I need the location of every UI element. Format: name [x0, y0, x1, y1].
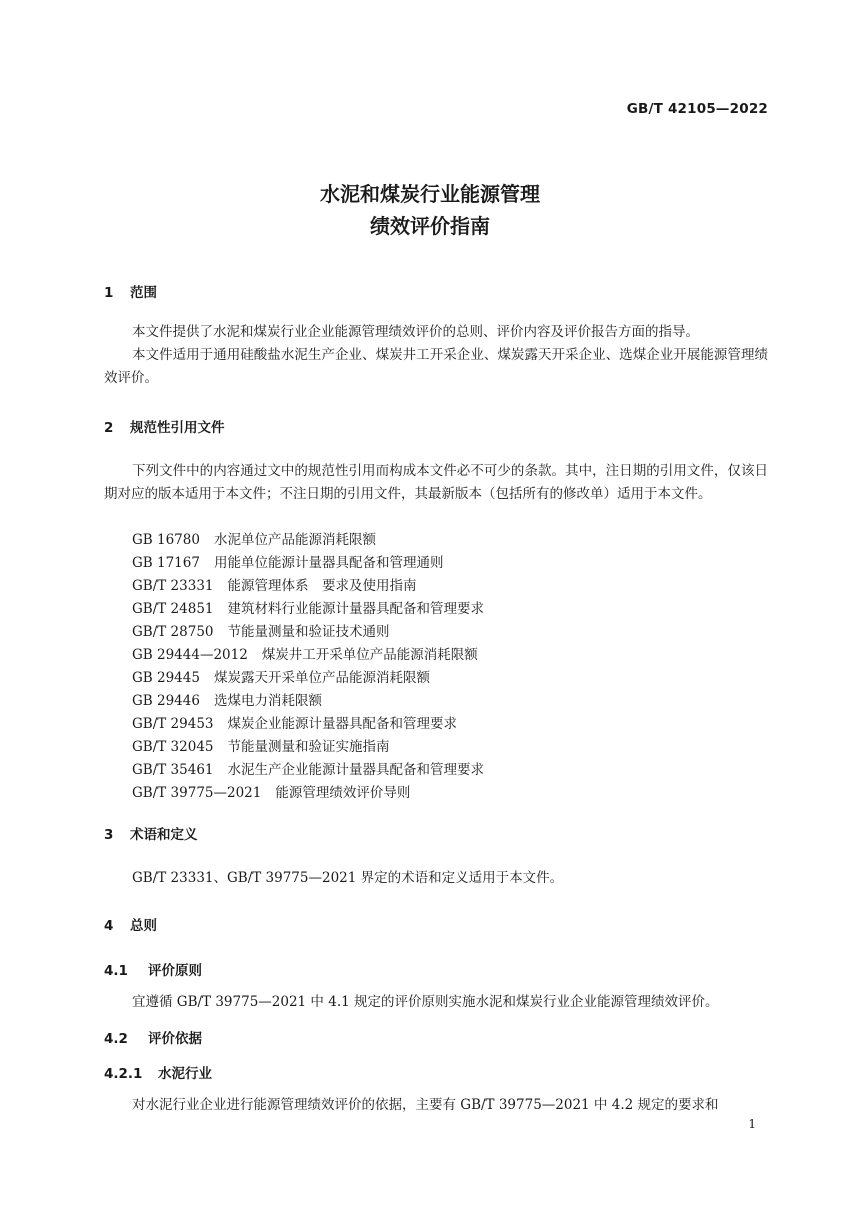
reference-item — [132, 666, 430, 686]
reference-item — [132, 735, 390, 755]
paragraph: 本文件适用于通用硅酸盐水泥生产企业、煤炭井工开采企业、煤炭露天开采企业、选煤企业开展能源管理绩效评价。 — [104, 347, 768, 386]
document-title-line1: 水泥和煤炭行业能源管理 — [320, 182, 540, 206]
section-number: 2 — [104, 420, 114, 436]
reference-name: 煤炭企业能源计量器具配备和管理要求 — [227, 716, 457, 732]
section-heading-3 — [104, 823, 198, 843]
reference-item — [132, 712, 457, 732]
section-title: 评价原则 — [148, 963, 202, 979]
document-title-line2: 绩效评价指南 — [370, 214, 490, 238]
reference-code: GB/T 24851 — [132, 601, 214, 617]
section-title: 术语和定义 — [130, 827, 198, 843]
paragraph: 本文件提供了水泥和煤炭行业企业能源管理绩效评价的总则、评价内容及评价报告方面的指导。 — [132, 324, 699, 340]
section-number: 4.2.1 — [104, 1066, 143, 1082]
reference-name: 煤炭井工开采单位产品能源消耗限额 — [261, 647, 478, 663]
reference-name: 节能量测量和验证实施指南 — [227, 739, 390, 755]
reference-code: GB 29445 — [132, 670, 200, 686]
reference-item — [132, 781, 410, 801]
reference-item — [132, 574, 417, 594]
reference-item — [132, 528, 376, 548]
reference-item — [132, 758, 484, 778]
reference-item — [132, 551, 443, 571]
reference-code: GB/T 29453 — [132, 716, 214, 732]
reference-code: GB 29446 — [132, 693, 200, 709]
reference-item — [132, 620, 390, 640]
reference-code: GB/T 35461 — [132, 762, 214, 778]
section-title: 总则 — [130, 918, 157, 934]
reference-name: 节能量测量和验证技术通则 — [227, 624, 390, 640]
paragraph: GB/T 23331、GB/T 39775—2021 界定的术语和定义适用于本文件。 — [132, 870, 564, 886]
section-number: 4.1 — [104, 963, 128, 979]
section-title: 规范性引用文件 — [130, 420, 225, 436]
reference-code: GB/T 39775—2021 — [132, 785, 262, 801]
section-heading-4 — [104, 914, 157, 934]
section-title: 范围 — [130, 285, 157, 301]
section-heading-1 — [104, 281, 157, 301]
section-number: 4 — [104, 918, 114, 934]
reference-name: 选煤电力消耗限额 — [213, 693, 322, 709]
reference-code: GB/T 28750 — [132, 624, 214, 640]
reference-name: 水泥生产企业能源计量器具配备和管理要求 — [227, 762, 484, 778]
paragraph: 对水泥行业企业进行能源管理绩效评价的依据，主要有 GB/T 39775—2021 中 4.2 规定的要求和 — [132, 1097, 719, 1113]
subsection-heading-4-1 — [104, 959, 202, 979]
subsection-heading-4-2 — [104, 1027, 202, 1047]
reference-name: 能源管理绩效评价导则 — [275, 785, 411, 801]
reference-item — [132, 643, 478, 663]
reference-item — [132, 689, 322, 709]
subsection-heading-4-2-1 — [104, 1062, 212, 1082]
reference-code: GB/T 23331 — [132, 578, 214, 594]
reference-code: GB/T 32045 — [132, 739, 214, 755]
section-number: 4.2 — [104, 1031, 128, 1047]
paragraph: 宜遵循 GB/T 39775—2021 中 4.1 规定的评价原则实施水泥和煤炭行业企业能源管理绩效评价。 — [132, 994, 719, 1010]
reference-code: GB 16780 — [132, 532, 200, 548]
reference-name: 能源管理体系 要求及使用指南 — [227, 578, 417, 594]
section-title: 水泥行业 — [158, 1066, 212, 1082]
section-number: 3 — [104, 827, 114, 843]
page-number: 1 — [748, 1117, 756, 1131]
section-title: 评价依据 — [148, 1031, 202, 1047]
section-number: 1 — [104, 285, 114, 301]
reference-name: 煤炭露天开采单位产品能源消耗限额 — [213, 670, 430, 686]
reference-code: GB 17167 — [132, 555, 200, 571]
reference-name: 水泥单位产品能源消耗限额 — [213, 532, 376, 548]
paragraph: 下列文件中的内容通过文中的规范性引用而构成本文件必不可少的条款。其中，注日期的引用文件，仅该日期对应的版本适用于本文件；不注日期的引用文件，其最新版本（包括所有的修改单）适用于本文件。 — [104, 463, 768, 502]
reference-item — [132, 597, 484, 617]
reference-name: 建筑材料行业能源计量器具配备和管理要求 — [227, 601, 484, 617]
standard-number: GB/T 42105—2022 — [626, 101, 768, 117]
reference-code: GB 29444—2012 — [132, 647, 248, 663]
section-heading-2 — [104, 416, 225, 436]
reference-name: 用能单位能源计量器具配备和管理通则 — [213, 555, 444, 571]
